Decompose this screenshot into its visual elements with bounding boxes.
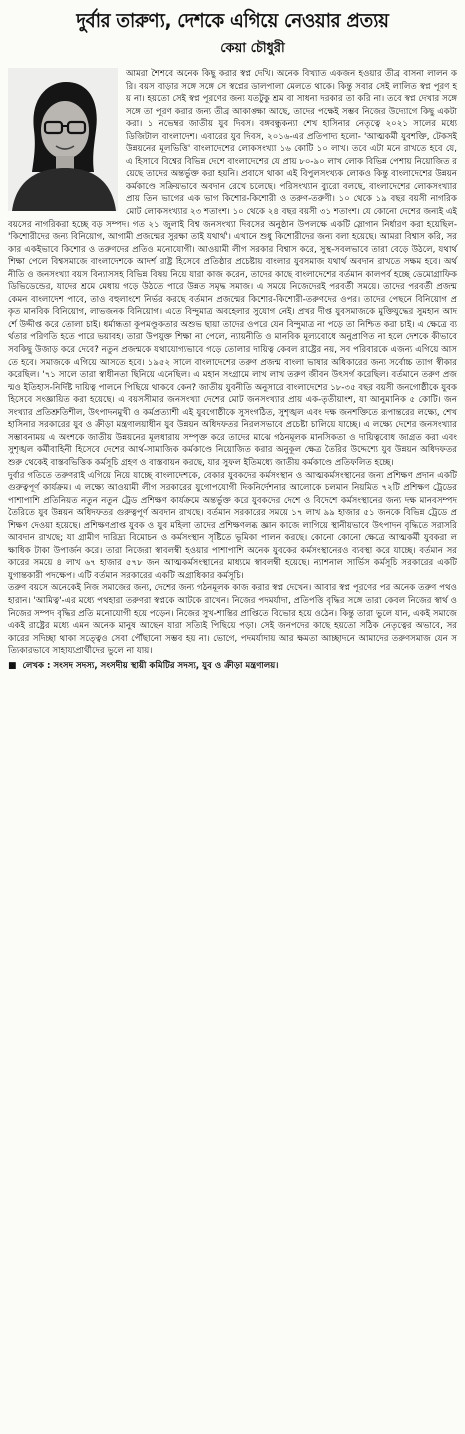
author-note-text: সংসদ সদস্য, সংসদীয় স্থায়ী কমিটির সদস্য, যুব ও ক্রীড়া মন্ত্রণালয়। bbox=[53, 660, 279, 671]
article-body bbox=[8, 68, 457, 658]
author-photo bbox=[8, 68, 118, 211]
body-paragraph: আমরা শৈশবে অনেক কিছু করার স্বপ্ন দেখি। অনেক বিখ্যাত একজন হওয়ার তীব্র বাসনা লালন করি। বয়স বাড়ার সঙ্গে সঙ্গে সে স্বপ্নের ডালপালা মেলতে থাকে। কিন্তু সবার সেই লালিত স্বপ্ন পূরণ হয় না। হয়তো সেই স্বপ্ন পূরণের জন্য যতটুকু শ্রম বা সাধনা দরকার তা করি না। তবে স্বপ্ন দেখার সঙ্গে সঙ্গে তা পূরণ করার জন্য তীব্র আকাঙ্ক্ষা আছে, তাদের পক্ষেই সম্ভব নিজের উদ্যোগে কিছু একটা করা। ১ নভেম্বর জাতীয় যুব দিবস। বঙ্গবন্ধুকন্যা শেখ হাসিনার নেতৃত্বে ২০২১ সালের মধ্যে ডিজিটাল বাংলাদেশ। এবারের যুব দিবস, ২০১৬-এর প্রতিপাদ্য হলো- 'আত্মকর্মী যুবশক্তি, টেকসই উন্নয়নের মূলভিত্তি' বাংলাদেশের লোকসংখ্যা ১৬ কোটি ১০ লাখ। তবে এটা মনে রাখতে হবে যে, এ হিসাবে বিশ্বের বিভিন্ন দেশে বাংলাদেশের যে প্রায় ৮০-৯০ লাখ লোক বিভিন্ন পেশায় নিয়োজিত রয়েছে তাদের অন্তর্ভুক্ত করা হয়নি। প্রবাসে থাকা এই বিপুলসংখ্যক লোকও কিন্তু বাংলাদেশের উন্নয়ন কর্মকাণ্ডে সক্রিয়ভাবে অবদান রেখে চলেছে। পরিসংখ্যান ব্যুরো বলছে, বাংলাদেশের লোকসংখ্যার প্রায় তিন ভাগের এক ভাগ কিশোর-কিশোরী ও তরুণ-তরুণী। ১০ থেকে ১৯ বছর বয়সী নাগরিক মোট লোকসংখ্যার ২৩ শতাংশ। ১০ থেকে ২৪ বছর বয়সী ৩১ শতাংশ। যে কোনো দেশের জন্যই এই বয়সের নাগরিকরা হচ্ছে বড় সম্পদ। গত ২১ জুলাই বিশ্ব জনসংখ্যা দিবসের অনুষ্ঠান উপলক্ষে একটি স্লোগান নির্ধারণ করা হয়েছিল- 'কিশোরীদের জন্য বিনিয়োগ, আগামী প্রজন্মের সুরক্ষা তাই যথার্থ'। এখানে শুধু কিশোরীদের জন্য বলা হয়েছে। আমরা বিশ্বাস করি, সরকার একইভাবে কিশোর ও তরুণদের প্রতিও মনোযোগী। আওয়ামী লীগ সরকার বিশ্বাস করে, সুস্থ-সবলভাবে তারা বেড়ে উঠলে, যথার্থ শিক্ষা পেলে বিশ্বসমাজে বাংলাদেশকে আদর্শ রাষ্ট্র হিসেবে প্রতিষ্ঠার প্রচেষ্টায় বাংলার যুবসমাজ যথার্থ অবদান রাখতে সক্ষম হবে। অর্থনীতি ও জনসংখ্যা বয়স বিন্যাসসহ বিভিন্ন বিষয় নিয়ে যারা কাজ করেন, তাদের কাছে বাংলাদেশের বর্তমান কালপর্ব হচ্ছে ডেমোগ্রাফিক ডিভিডেন্ডের, যাদের শ্রমে মেধায় গড়ে উঠতে পারে উন্নত সমৃদ্ধ সমাজ। এ সময়ে নিজেদেরই পরবর্তী সময়ে। তাদের পরবর্তী প্রজন্ম কেমন বাংলাদেশ পাবে, তাও বহুলাংশে নির্ভর করছে বর্তমান প্রজন্মের কিশোর-কিশোরী-তরুণদের ওপর। তাদের পেছনে বিনিয়োগ প্রকৃত মানবিক বিনিয়োগ, লাভজনক বিনিয়োগ। এতে বিন্দুমাত্র অবহেলার সুযোগ নেই। প্রখর দীপ্ত যুবসমাজকে মুক্তিযুদ্ধের সুমহান আদর্শে উদ্দীপ্ত করে তোলা চাই। ধর্মান্ধতা কূপমণ্ডূকতার অশুভ ছায়া তাদের ওপরে যেন বিন্দুমাত্র না পড়ে তা নিশ্চিত করা চাই। এ ক্ষেত্রে ব্যর্থতার পরিণতি হতে পারে ভয়াবহ। তারা উপযুক্ত শিক্ষা না পেলে, ন্যায়নীতি ও মানবিক মূল্যবোধে অনুপ্রাণিত না হলে দেশকে কীভাবে সবকিছু উজাড় করে দেবে? নতুন প্রজন্মকে যথাযোগ্যভাবে গড়ে তোলার দায়িত্ব কেবল রাষ্ট্রের নয়, সব পরিবারকে এজন্য এগিয়ে আসতে হবে। সমাজকে এগিয়ে আসতে হবে। ১৯৫২ সালে বাংলাদেশের তরুণ প্রজন্ম বাংলা ভাষার অধিকারের জন্য সর্বোচ্চ ত্যাগ স্বীকার করেছিল। '৭১ সালে তারা স্বাধীনতা ছিনিয়ে এনেছিল। এ মহান সংগ্রামে লাখ লাখ তরুণ জীবন উৎসর্গ করেছিল। বর্তমানে তরুণ প্রজন্মও ইতিহাস-নির্দিষ্ট দায়িত্ব পালনে পিছিয়ে থাকবে কেন? জাতীয় যুবনীতি অনুসারে বাংলাদেশের ১৮-৩৫ বছর বয়সী জনগোষ্ঠীকে যুবক হিসেবে সংজ্ঞায়িত করা হয়েছে। এ বয়সসীমার জনসংখ্যা দেশের মোট জনসংখ্যার প্রায় এক-তৃতীয়াংশ, যা আনুমানিক ৫ কোটি। জনসংখ্যার প্রতিশ্রুতিশীল, উৎপাদনমুখী ও কর্মপ্রত্যাশী এই যুবগোষ্ঠীকে সুসংগঠিত, সুশৃঙ্খল এবং দক্ষ জনশক্তিতে রূপান্তরের লক্ষ্যে, শেখ হাসিনার সরকারের যুব ও ক্রীড়া মন্ত্রণালয়াধীন যুব উন্নয়ন অধিদফতর নিরলসভাবে প্রচেষ্টা চালিয়ে যাচ্ছে। এ লক্ষ্যে দেশের জনসংখ্যার সম্ভাবনাময় এ অংশকে জাতীয় উন্নয়নের মূলধারায় সম্পৃক্ত করে তাদের মাঝে গঠনমূলক মানসিকতা ও দায়িত্ববোধ জাগ্রত করা এবং সুশৃঙ্খল কর্মীবাহিনী হিসেবে দেশের আর্থ-সামাজিক কর্মকাণ্ডে নিয়োজিত করার অনুকূল ক্ষেত্র তৈরির উদ্দেশ্যে যুব উন্নয়ন অধিদফতর শুরু থেকেই বাস্তবভিত্তিক কর্মসূচি গ্রহণ ও বাস্তবায়ন করছে, যার সুফল ইতিমধ্যে জাতীয় কর্মকাণ্ডে প্রতিফলিত হচ্ছে। bbox=[8, 69, 457, 468]
author-note-label: লেখক : bbox=[22, 660, 51, 671]
author-note bbox=[8, 660, 457, 673]
body-paragraph: তরুণ বয়সে অনেকেই নিজ সমাজের জন্য, দেশের জন্য গঠনমূলক কাজ করার স্বপ্ন দেখেন। আবার স্বপ্ন পূরণের পর অনেক তরুণ পথও হারান। 'আমিত্ব'-এর মধ্যে পথহারা তরুণরা স্বপ্নকে আটকে রাখেন। নিজের পদমর্যাদা, প্রতিপত্তি বৃদ্ধির সঙ্গে তারা কেবল নিজের স্বার্থ ও নিজের সম্পদ বৃদ্ধির প্রতি মনোযোগী হয়ে পড়েন। নিজের সুখ-শান্তির প্রাপ্তিতে বিভোর হয়ে ওঠেন। কিন্তু তারা ভুলে যান, একই সমাজে একই রাষ্ট্রের মধ্যে এমন অনেক মানুষ আছেন যারা সত্যিই পিছিয়ে পড়া। সেই জনপদের কাছে হয়তো সঠিক নেতৃত্বের অভাবে, সরকারের সদিচ্ছা থাকা সত্ত্বেও সেবা পৌঁছানো সম্ভব হয় না। ভোগে, পদমর্যাদায় আর ক্ষমতা আচ্ছাদনে আমাদের তরুণসমাজ যেন সত্যিকারভাবে সাহায্যপ্রার্থীদের ভুলে না যায়। bbox=[8, 583, 457, 657]
body-paragraph: দুর্বার গতিতে তরুণরাই এগিয়ে নিয়ে যাচ্ছে বাংলাদেশকে, বেকার যুবকদের কর্মসংস্থান ও আত্মকর্মসংস্থানের জন্য প্রশিক্ষণ প্রদান একটি গুরুত্বপূর্ণ কার্যক্রম। এ লক্ষ্যে আওয়ামী লীগ সরকারের যুগোপযোগী দিকনির্দেশনার আলোকে চলমান নিয়মিত ৭২টি প্রশিক্ষণ ট্রেডের পাশাপাশি প্রতিনিয়ত নতুন নতুন ট্রেড প্রশিক্ষণ কার্যক্রমে অন্তর্ভুক্ত করে যুবকদের দেশে ও বিদেশে কর্মসংস্থানের জন্য দক্ষ মানবসম্পদ তৈরিতে যুব উন্নয়ন অধিদফতর গুরুত্বপূর্ণ অবদান রাখছে। বর্তমান সরকারের সময়ে ১৭ লাখ ৯৯ হাজার ৫১ জনকে বিভিন্ন ট্রেডে প্রশিক্ষণ দেওয়া হয়েছে। প্রশিক্ষণপ্রাপ্ত যুবক ও যুব মহিলা তাদের প্রশিক্ষণলব্ধ জ্ঞান কাজে লাগিয়ে স্থানীয়ভাবে উৎপাদন বৃদ্ধিতে সরাসরি আবদান রাখছে; যা গ্রামীণ দারিদ্র্য বিমোচন ও কর্মসংস্থান সৃষ্টিতে ভূমিকা পালন করছে। কোনো কোনো ক্ষেত্রে আত্মকর্মী যুবকরা লক্ষাধিক টাকা উপার্জন করে। তারা নিজেরা স্বাবলম্বী হওয়ার পাশাপাশি অনেক যুবকের কর্মসংস্থানেরও ব্যবস্থা করে যাচ্ছে। বর্তমান সরকারের সময়ে ৪ লাখ ৬৭ হাজার ৫৭৮ জন আত্মকর্মসংস্থানের মাধ্যমে স্বাবলম্বী হয়েছে। ন্যাশনাল সার্ভিস কর্মসূচি সরকারের একটি যুগান্তকারী পদক্ষেপ। এটি বর্তমান সরকারের একটি অগ্রাধিকার কর্মসূচি। bbox=[8, 470, 457, 581]
author-byline: কেয়া চৌধুরী bbox=[220, 41, 285, 56]
square-bullet-icon: ■ bbox=[8, 660, 17, 671]
author-portrait-image bbox=[8, 68, 118, 211]
article-headline: দুর্বার তারুণ্য, দেশকে এগিয়ে নেওয়ার প্রত্যয় bbox=[76, 9, 389, 32]
